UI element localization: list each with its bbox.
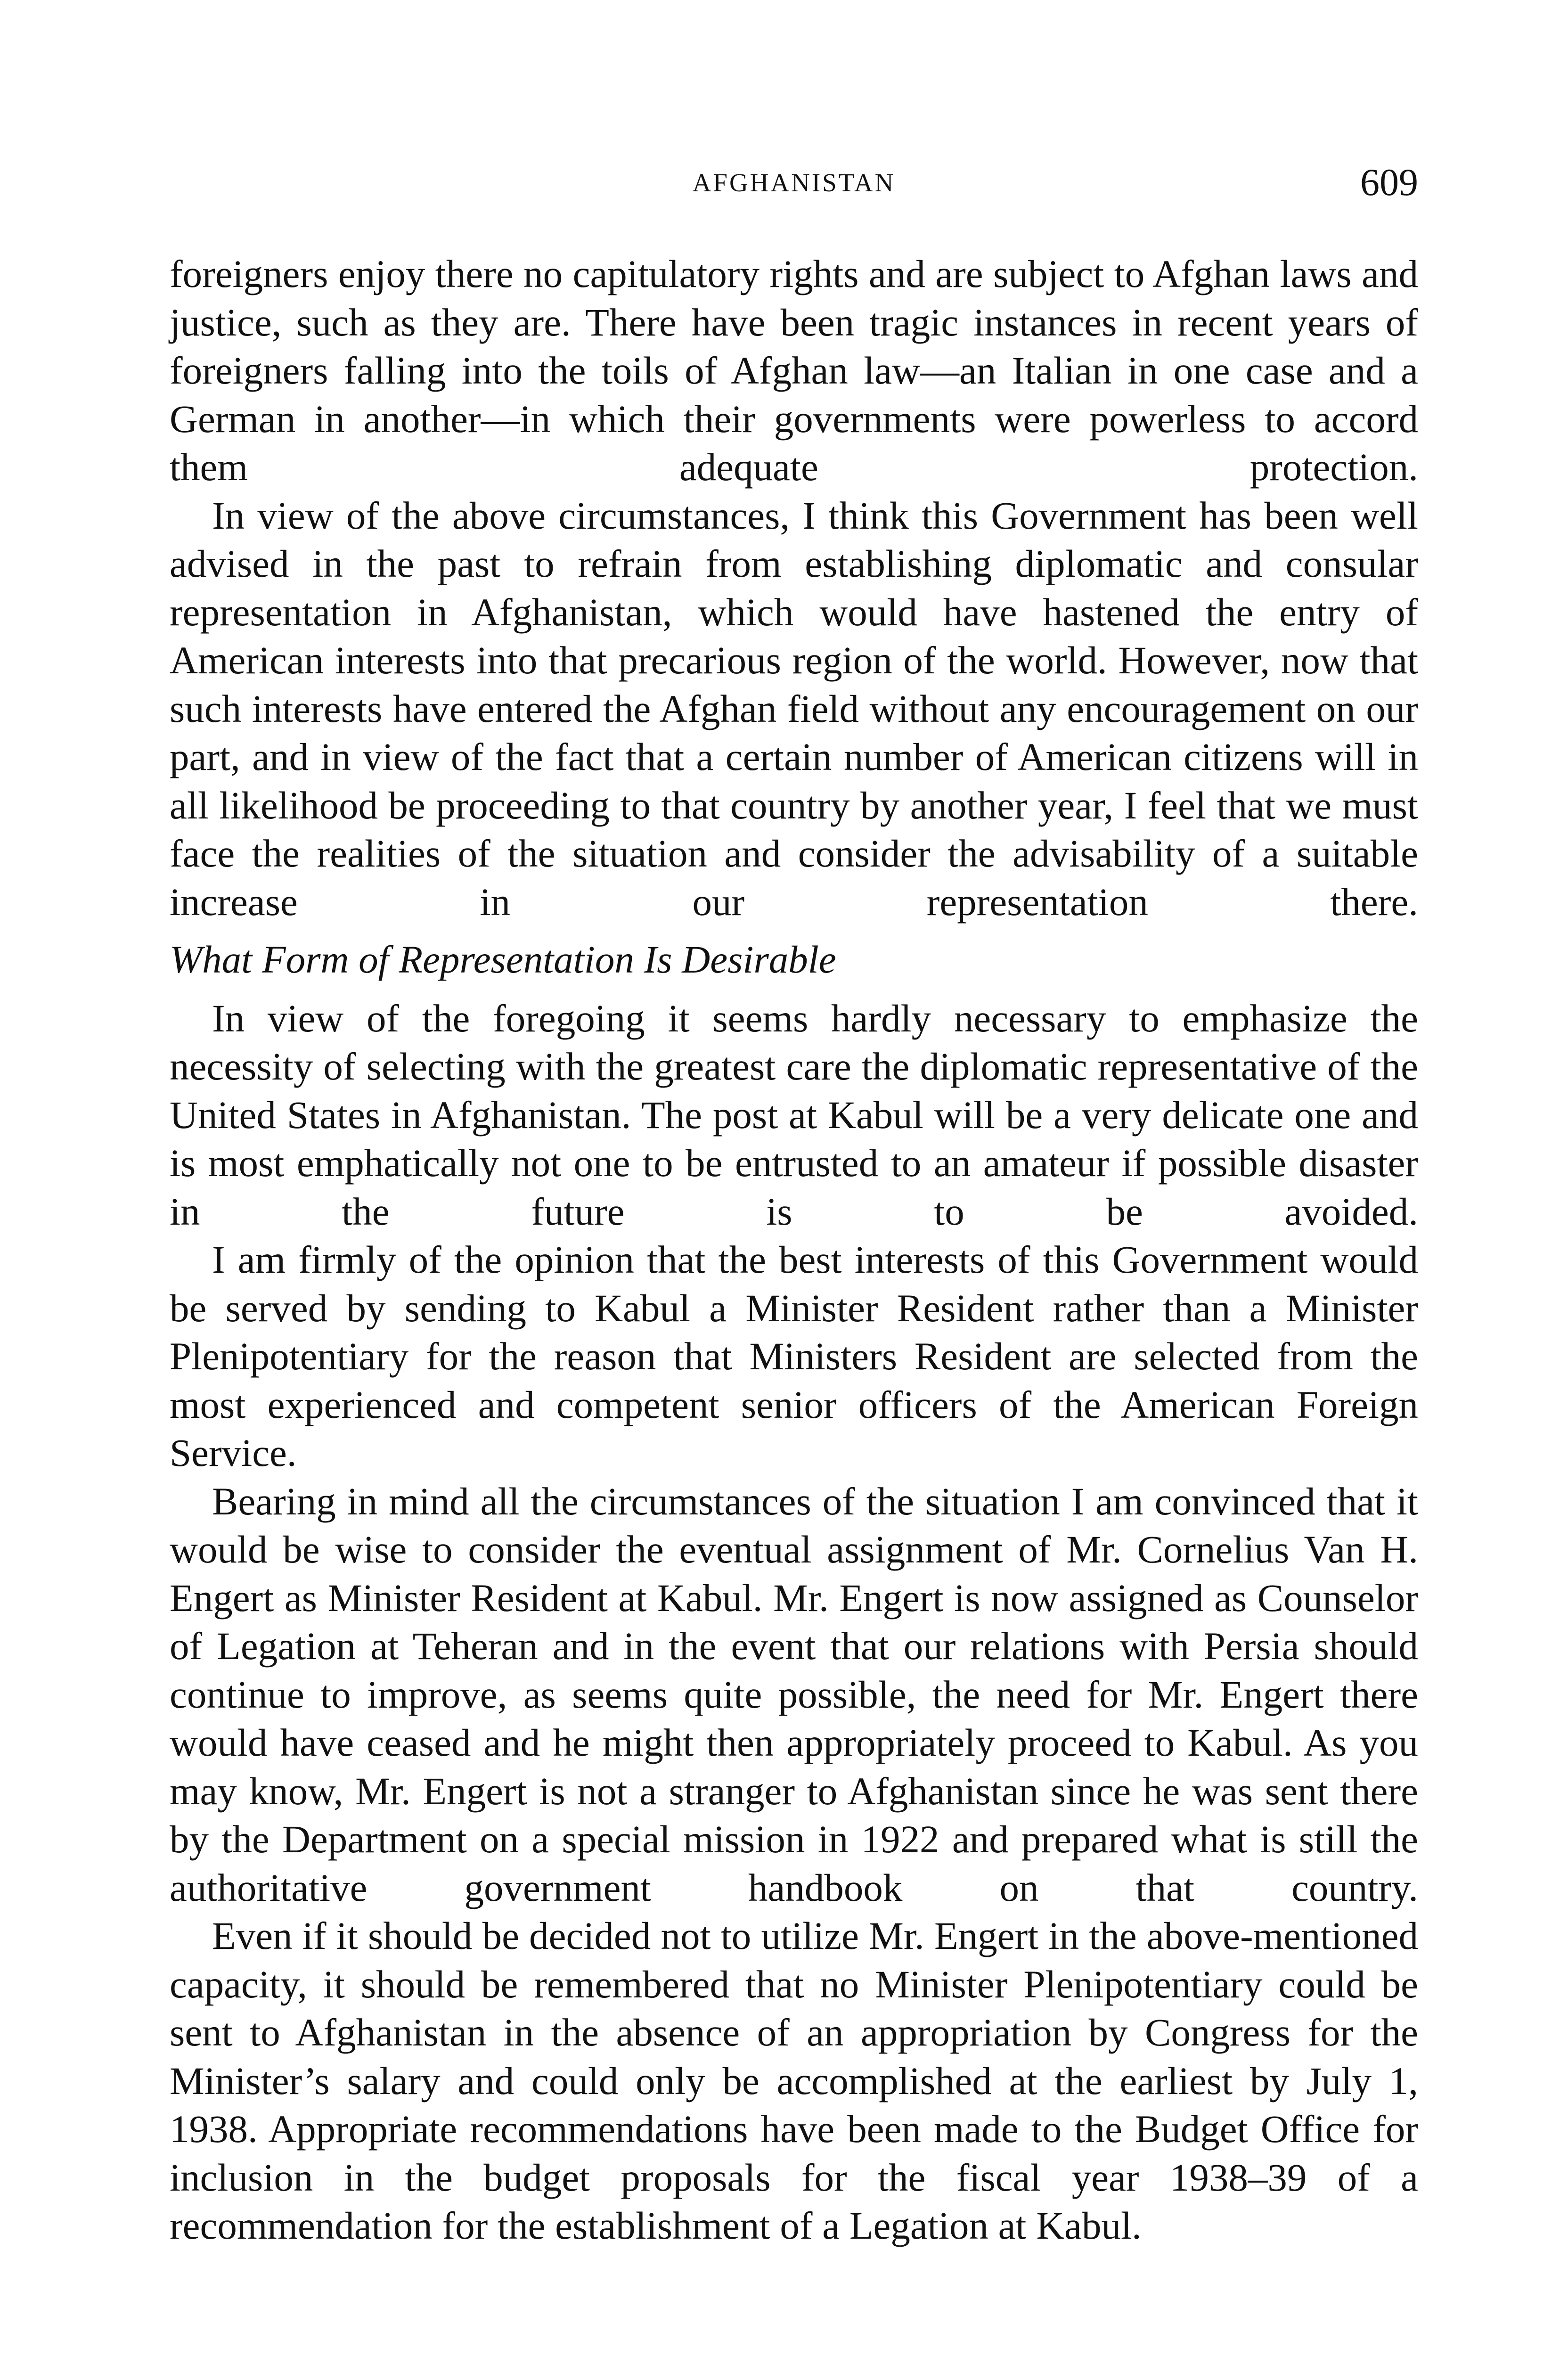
running-title: AFGHANISTAN	[692, 168, 896, 197]
paragraph-emphasize: In view of the foregoing it seems hardly necessary to emphasize the necessity of selecting with the greatest care the diplomatic representative of the United States in Afghanistan. The post at Kabul will be a very delicate one and is most emphatically not one to be entrusted to an amateur if possible disaster in the future is to be avoided.	[170, 996, 1418, 1233]
paragraph-appropriation: Even if it should be decided not to utilize Mr. Engert in the above-mentioned capacity, it should be remembered that no Minister Plenipotentiary could be sent to Afghanistan in the absence of an appropriation by Congress for the Minister’s salary and could only be accomplished at the earliest by July 1, 1938. Appropriate recommendations have been made to the Budget Office for inclusion in the budget proposals for the fiscal year 1938–39 of a recommendation for the establishment of a Legation at Kabul.	[170, 1914, 1418, 2247]
body-text	[170, 250, 1418, 2250]
section-heading: What Form of Representation Is Desirable	[170, 938, 836, 981]
paragraph-minister-resident: I am firmly of the opinion that the best interests of this Government would be served by sending to Kabul a Minister Resident rather than a Minister Plenipotentiary for the reason that Ministers Resident are selected from the most experienced and competent senior officers of the American Foreign Service.	[170, 1238, 1418, 1474]
paragraph-engert: Bearing in mind all the circumstances of the situation I am convinced that it would be wise to consider the eventual assignment of Mr. Cornelius Van H. Engert as Minister Resident at Kabul. Mr. Engert is now assigned as Counselor of Legation at Teheran and in the event that our relations with Persia should continue to improve, as seems quite possible, the need for Mr. Engert there would have ceased and he might then appropriately proceed to Kabul. As you may know, Mr. Engert is not a stranger to Afghanistan since he was sent there by the Department on a special mission in 1922 and prepared what is still the authoritative government handbook on that country.	[170, 1479, 1418, 1909]
paragraph-continuation: foreigners enjoy there no capitulatory rights and are subject to Afghan laws and justice, such as they are. There have been tragic instances in recent years of foreigners falling into the toils of Afghan law—an Italian in one case and a German in another—in which their governments were powerless to accord them adequate protection.	[170, 252, 1418, 489]
page-number: 609	[1360, 161, 1418, 204]
paragraph-circumstances: In view of the above circumstances, I think this Government has been well advised in the past to refrain from establishing diplomatic and consular representation in Afghanistan, which would have hastened the entry of American interests into that precarious region of the world. However, now that such interests have entered the Afghan field without any encouragement on our part, and in view of the fact that a certain number of American citizens will in all likelihood be proceeding to that country by another year, I feel that we must face the realities of the situation and consider the advisability of a suitable increase in our representation there.	[170, 493, 1418, 924]
running-header	[170, 160, 1418, 212]
